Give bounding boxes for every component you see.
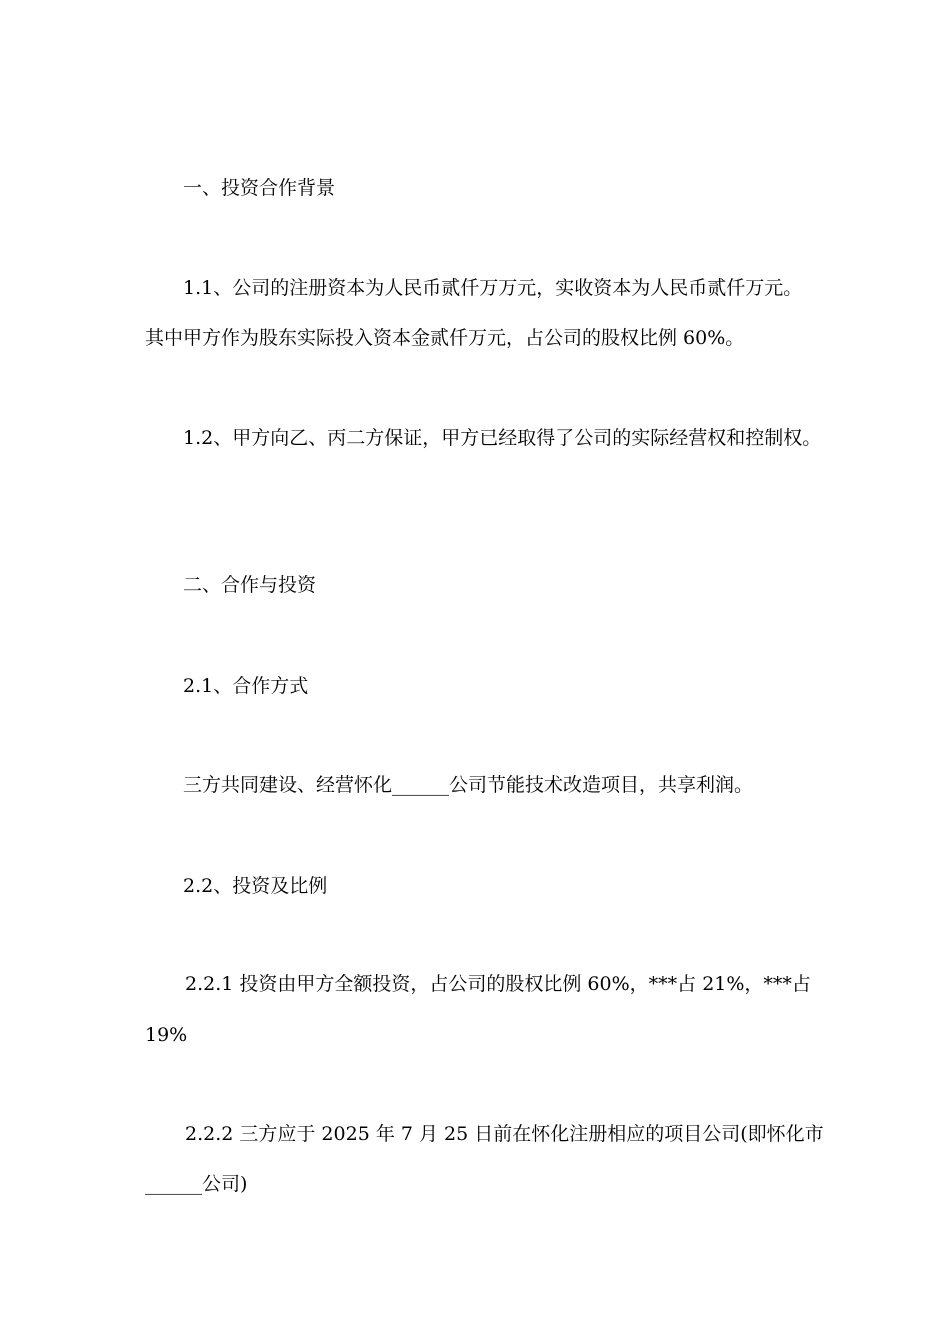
item-2-2-1-line-1: 2.2.1 投资由甲方全额投资，占公司的股权比例 60%，***占 21%，***占 <box>185 973 811 995</box>
subsection-2-1-heading: 2.1、合作方式 <box>183 675 309 697</box>
subsection-2-1-text: 三方共同建设、经营怀化______公司节能技术改造项目，共享利润。 <box>183 774 754 796</box>
paragraph-1-1-line-2: 其中甲方作为股东实际投入资本金贰仟万元，占公司的股权比例 60%。 <box>145 327 745 349</box>
item-2-2-1-line-2: 19% <box>145 1024 188 1046</box>
item-2-2-2-line-2: ______公司) <box>145 1173 248 1195</box>
paragraph-1-1-line-1: 1.1、公司的注册资本为人民币贰仟万万元，实收资本为人民币贰仟万元。 <box>183 277 803 299</box>
item-2-2-2-line-1: 2.2.2 三方应于 2025 年 7 月 25 日前在怀化注册相应的项目公司(即怀化市 <box>185 1123 824 1145</box>
section-2-heading: 二、合作与投资 <box>183 574 317 596</box>
subsection-2-2-heading: 2.2、投资及比例 <box>183 875 328 897</box>
paragraph-1-2: 1.2、甲方向乙、丙二方保证，甲方已经取得了公司的实际经营权和控制权。 <box>183 427 822 449</box>
section-1-heading: 一、投资合作背景 <box>183 177 336 199</box>
